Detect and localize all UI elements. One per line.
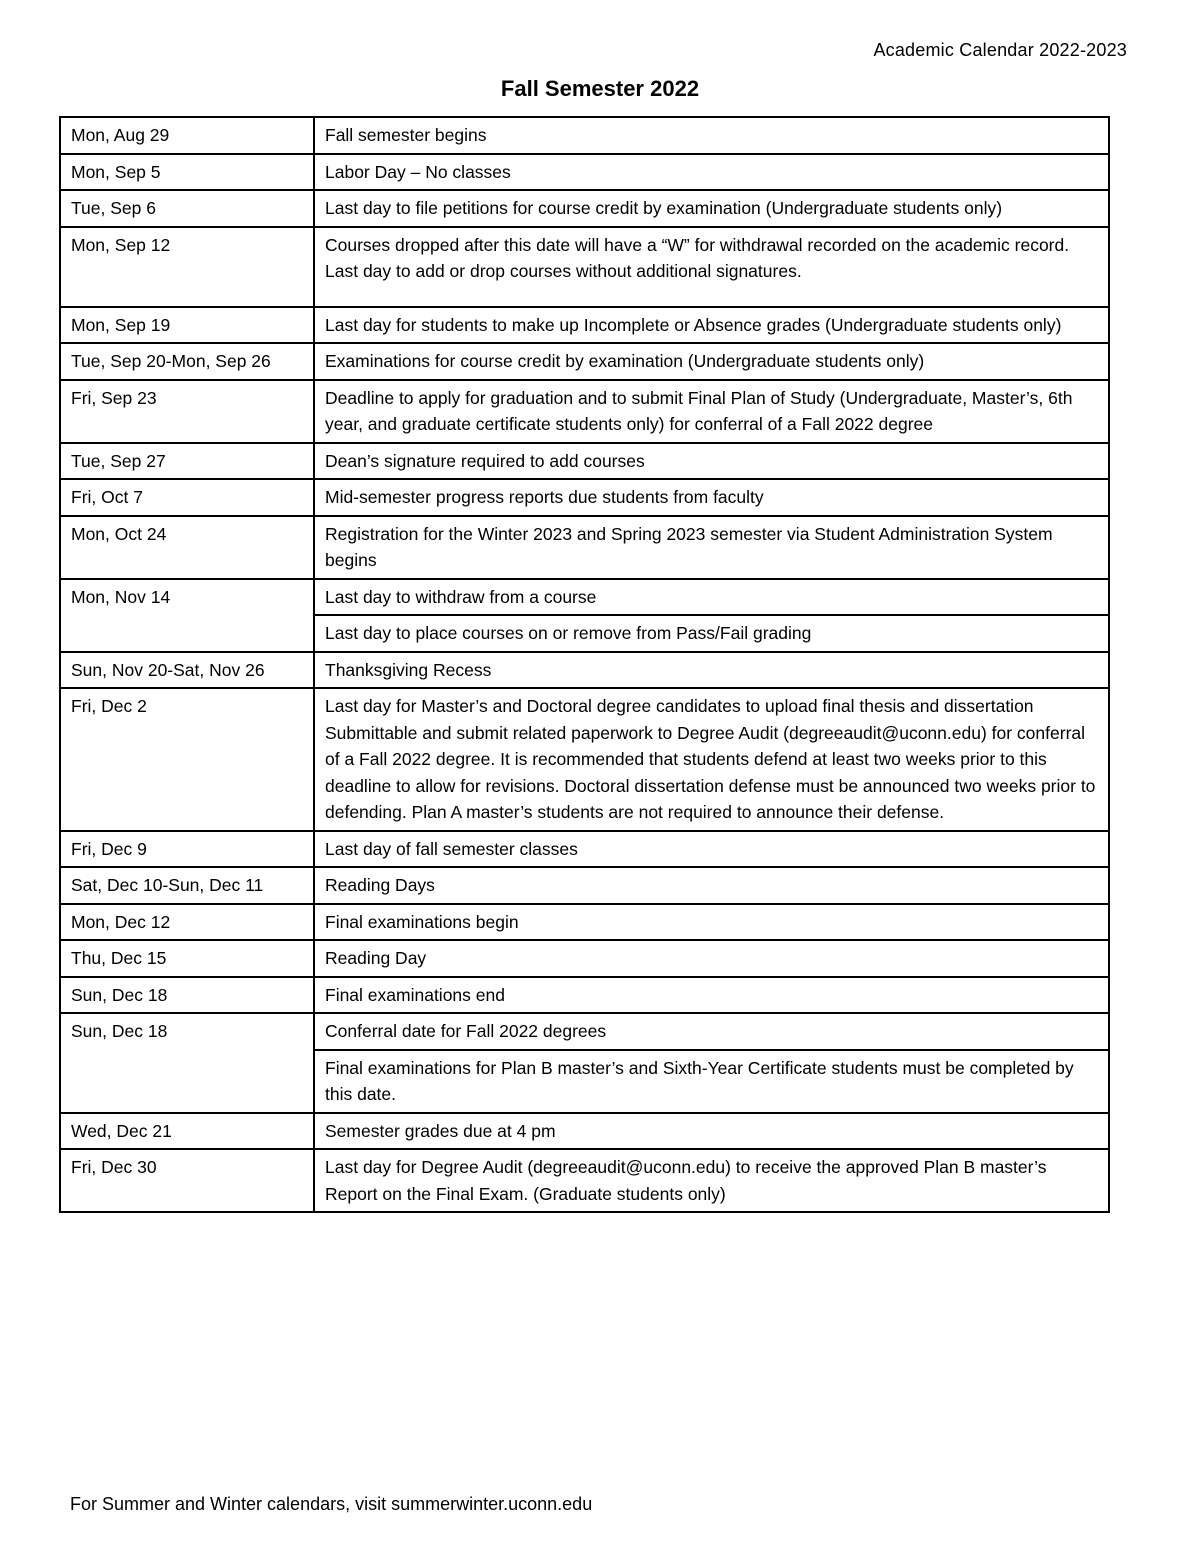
date-cell: Mon, Nov 14	[60, 579, 314, 652]
date-cell: Mon, Sep 12	[60, 227, 314, 307]
table-row	[60, 227, 1109, 307]
table-row	[60, 652, 1109, 689]
event-cell: Reading Day	[314, 940, 1109, 977]
date-cell: Mon, Sep 5	[60, 154, 314, 191]
table-row	[60, 1149, 1109, 1212]
page-title: Fall Semester 2022	[500, 76, 700, 101]
event-cell: Registration for the Winter 2023 and Spring 2023 semester via Student Administration System begins	[314, 516, 1109, 579]
date-cell: Mon, Dec 12	[60, 904, 314, 941]
event-cell: Dean’s signature required to add courses	[314, 443, 1109, 480]
table-row	[60, 1113, 1109, 1150]
event-cell: Labor Day – No classes	[314, 154, 1109, 191]
event-cell: Final examinations for Plan B master’s and Sixth-Year Certificate students must be completed by this date.	[314, 1050, 1109, 1113]
date-cell: Fri, Dec 30	[60, 1149, 314, 1212]
table-row	[60, 1013, 1109, 1050]
table-row	[60, 867, 1109, 904]
event-cell: Last day for Degree Audit (degreeaudit@uconn.edu) to receive the approved Plan B master’s Report on the Final Exam. (Graduate students only)	[314, 1149, 1109, 1212]
event-cell: Last day for Master’s and Doctoral degree candidates to upload final thesis and dissertation Submittable and submit related paperwork to Degree Audit (degreeaudit@uconn.edu) for conferral of a Fall 2022 degree. It is recommended that students defend at least two weeks prior to this deadline to allow for revisions. Doctoral dissertation defense must be announced two weeks prior to defending. Plan A master’s students are not required to announce their defense.	[314, 688, 1109, 831]
date-cell: Sun, Nov 20-Sat, Nov 26	[60, 652, 314, 689]
date-cell: Fri, Dec 2	[60, 688, 314, 831]
table-row	[60, 904, 1109, 941]
event-cell: Last day to file petitions for course credit by examination (Undergraduate students only)	[314, 190, 1109, 227]
footer-note: For Summer and Winter calendars, visit summerwinter.uconn.edu	[70, 1494, 593, 1514]
event-cell: Courses dropped after this date will have a “W” for withdrawal recorded on the academic record. Last day to add or drop courses without additional signatures.	[314, 227, 1109, 307]
table-row	[60, 940, 1109, 977]
date-cell: Tue, Sep 20-Mon, Sep 26	[60, 343, 314, 380]
table-row	[60, 479, 1109, 516]
date-cell: Fri, Oct 7	[60, 479, 314, 516]
date-cell: Mon, Sep 19	[60, 307, 314, 344]
document-header: Academic Calendar 2022-2023	[873, 40, 1127, 60]
date-cell: Thu, Dec 15	[60, 940, 314, 977]
date-cell: Mon, Oct 24	[60, 516, 314, 579]
event-cell: Thanksgiving Recess	[314, 652, 1109, 689]
date-cell: Fri, Dec 9	[60, 831, 314, 868]
table-row	[60, 380, 1109, 443]
calendar-table	[59, 116, 1110, 1213]
event-cell: Final examinations end	[314, 977, 1109, 1014]
event-cell: Mid-semester progress reports due students from faculty	[314, 479, 1109, 516]
event-cell: Last day for students to make up Incomplete or Absence grades (Undergraduate students only)	[314, 307, 1109, 344]
date-cell: Sun, Dec 18	[60, 977, 314, 1014]
date-cell: Sun, Dec 18	[60, 1013, 314, 1113]
table-row	[60, 977, 1109, 1014]
date-cell: Tue, Sep 27	[60, 443, 314, 480]
date-cell: Wed, Dec 21	[60, 1113, 314, 1150]
event-cell: Fall semester begins	[314, 117, 1109, 154]
table-row	[60, 307, 1109, 344]
table-row	[60, 443, 1109, 480]
date-cell: Tue, Sep 6	[60, 190, 314, 227]
table-row	[60, 343, 1109, 380]
table-row	[60, 117, 1109, 154]
table-row	[60, 154, 1109, 191]
date-cell: Fri, Sep 23	[60, 380, 314, 443]
event-cell: Examinations for course credit by examination (Undergraduate students only)	[314, 343, 1109, 380]
event-cell: Last day of fall semester classes	[314, 831, 1109, 868]
event-cell: Conferral date for Fall 2022 degrees	[314, 1013, 1109, 1050]
table-row	[60, 688, 1109, 831]
event-cell: Final examinations begin	[314, 904, 1109, 941]
event-cell: Deadline to apply for graduation and to submit Final Plan of Study (Undergraduate, Master’s, 6th year, and graduate certificate students only) for conferral of a Fall 2022 degree	[314, 380, 1109, 443]
table-row	[60, 831, 1109, 868]
event-cell: Semester grades due at 4 pm	[314, 1113, 1109, 1150]
date-cell: Sat, Dec 10-Sun, Dec 11	[60, 867, 314, 904]
event-cell: Last day to withdraw from a course	[314, 579, 1109, 616]
table-row	[60, 190, 1109, 227]
date-cell: Mon, Aug 29	[60, 117, 314, 154]
event-cell: Reading Days	[314, 867, 1109, 904]
event-cell: Last day to place courses on or remove from Pass/Fail grading	[314, 615, 1109, 652]
table-row	[60, 579, 1109, 616]
table-row	[60, 516, 1109, 579]
